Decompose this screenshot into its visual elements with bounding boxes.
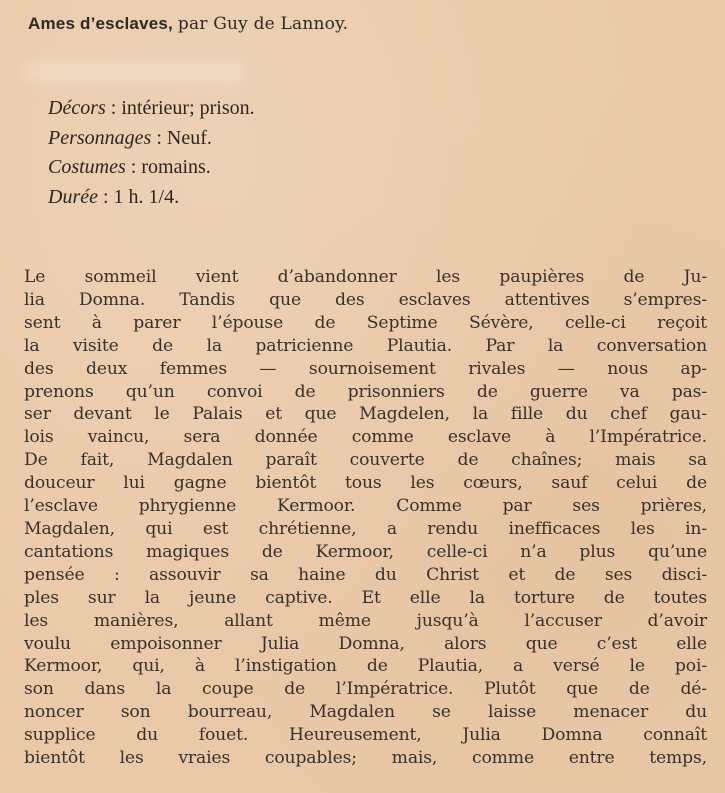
text-line: lois vaincu, sera donnée comme esclave à l’Impératrice. <box>24 427 707 448</box>
detail-decors <box>48 94 255 124</box>
text-line: ser devant le Palais et que Magdelen, la fille du chef gau- <box>24 404 707 425</box>
text-line: l’esclave phrygienne Kermoor. Comme par ses prières, <box>24 496 707 517</box>
text-line: des deux femmes — sournoisement rivales — nous ap- <box>24 358 707 379</box>
detail-personnages <box>48 124 255 154</box>
text-line: noncer son bourreau, Magdalen se laisse menacer du <box>24 702 707 723</box>
synopsis-paragraph <box>24 266 707 770</box>
detail-value: intérieur; prison. <box>121 97 255 119</box>
text-line: lia Domna. Tandis que des esclaves attentives s’empres- <box>24 289 707 310</box>
play-author: par Guy de Lannoy. <box>177 14 349 34</box>
detail-separator: : <box>151 126 167 149</box>
detail-separator: : <box>105 97 122 119</box>
detail-duree <box>48 183 255 213</box>
text-line: son dans la coupe de l’Impératrice. Plutôt que de dé- <box>24 679 707 700</box>
text-line: prenons qu’un convoi de prisonniers de guerre va pas- <box>24 381 707 402</box>
play-title <box>28 14 348 34</box>
text-line: supplice du fouet. Heureusement, Julia Domna connaît <box>24 725 707 746</box>
play-title-name: Ames d’esclaves, <box>28 14 173 33</box>
detail-label: Personnages <box>48 126 152 149</box>
detail-label: Décors <box>48 97 106 119</box>
text-line: la visite de la patricienne Plautia. Par la conversation <box>24 335 707 356</box>
text-line: De fait, Magdalen paraît couverte de chaînes; mais sa <box>24 450 707 471</box>
detail-separator: : <box>97 185 114 208</box>
text-line: cantations magiques de Kermoor, celle-ci n’a plus qu’une <box>24 541 707 562</box>
text-line: les manières, allant même jusqu’à l’accuser d’avoir <box>24 610 707 631</box>
text-line: bientôt les vraies coupables; mais, comme entre temps, <box>24 748 707 769</box>
paper-stain <box>25 60 245 84</box>
text-line: Kermoor, qui, à l’instigation de Plautia, a versé le poi- <box>24 656 707 677</box>
detail-label: Costumes <box>48 156 126 178</box>
text-line: douceur lui gagne bientôt tous les cœurs, sauf celui de <box>24 473 707 494</box>
text-line: Le sommeil vient d’abandonner les paupières de Ju- <box>24 267 707 287</box>
detail-costumes <box>48 153 255 183</box>
play-details <box>48 94 255 212</box>
detail-value: 1 h. 1/4. <box>113 185 180 208</box>
detail-label: Durée <box>48 185 98 208</box>
detail-separator: : <box>125 156 142 178</box>
text-line: ples sur la jeune captive. Et elle la torture de toutes <box>24 587 707 608</box>
text-line: pensée : assouvir sa haine du Christ et de ses disci- <box>24 564 707 585</box>
text-line: sent à parer l’épouse de Septime Sévère, celle-ci reçoit <box>24 312 707 333</box>
text-line: Magdalen, qui est chrétienne, a rendu inefficaces les in- <box>24 518 707 539</box>
detail-value: Neuf. <box>166 126 212 149</box>
text-line: voulu empoisonner Julia Domna, alors que c’est elle <box>24 633 707 654</box>
detail-value: romains. <box>141 156 211 178</box>
